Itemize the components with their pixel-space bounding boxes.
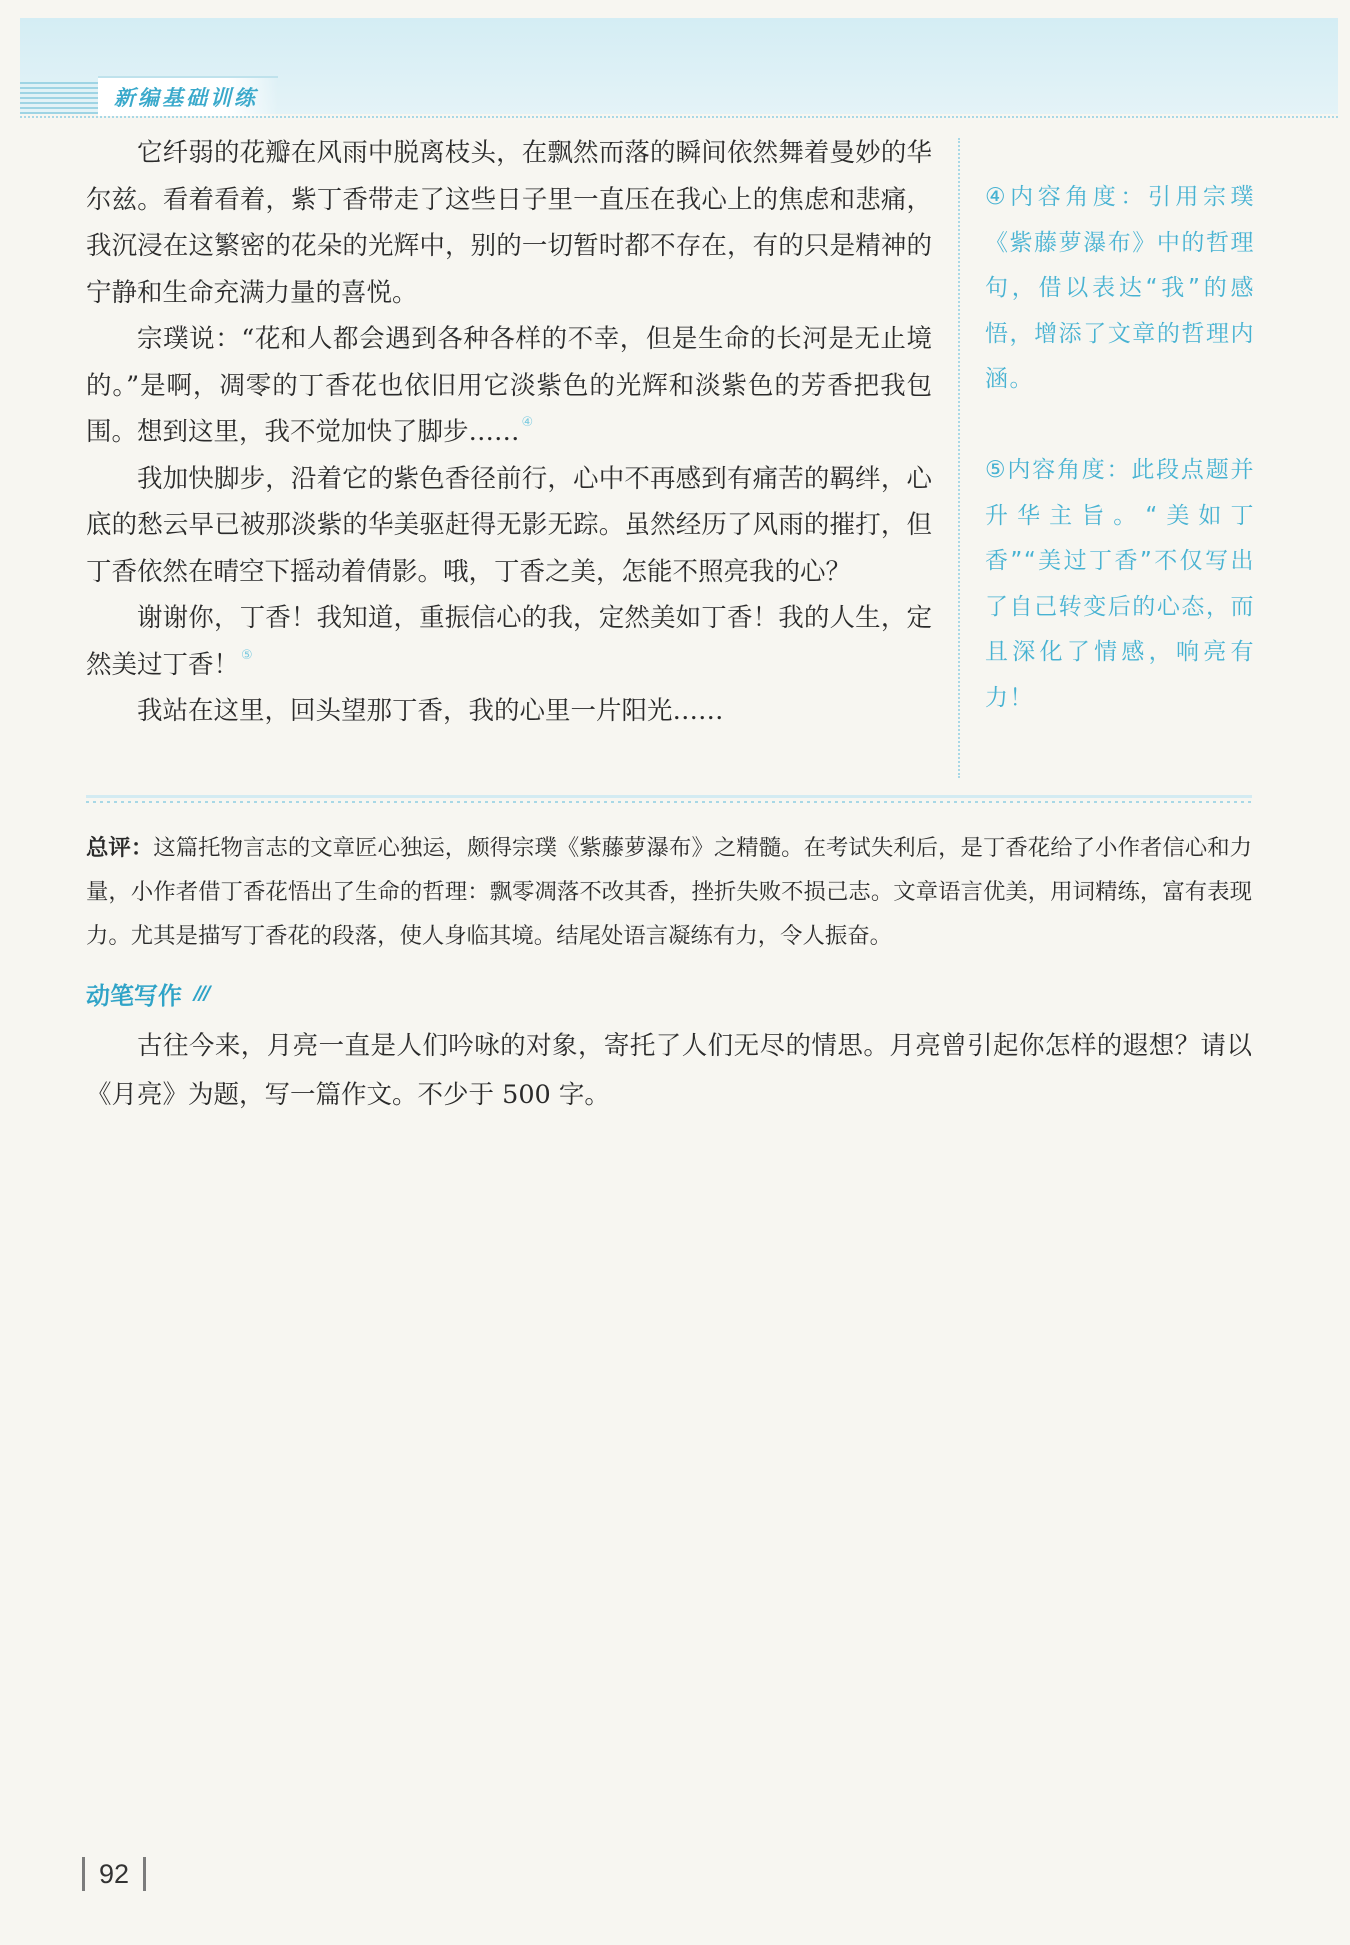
note-marker: ⑤ bbox=[241, 647, 253, 663]
heading-slash-marks: /// bbox=[194, 982, 209, 1004]
writing-heading bbox=[86, 975, 209, 1011]
writing-prompt: 古往今来，月亮一直是人们吟咏的对象，寄托了人们无尽的情思。月亮曾引起你怎样的遐想？请以《月亮》为题，写一篇作文。不少于 500 字。 bbox=[86, 1031, 1252, 1110]
essay-paragraph: 宗璞说：“花和人都会遇到各种各样的不幸，但是生命的长河是无止境的。”是啊，凋零的丁香花也依旧用它淡紫色的光辉和淡紫色的芳香把我包围。想到这里，我不觉加快了脚步…… ④ bbox=[86, 324, 932, 447]
header-divider bbox=[20, 116, 1338, 118]
header-tab bbox=[98, 76, 278, 116]
note-marker: ④ bbox=[521, 415, 534, 430]
margin-divider bbox=[958, 138, 960, 778]
essay-paragraph: 我站在这里，回头望那丁香，我的心里一片阳光…… bbox=[137, 696, 724, 726]
footer-bar-right bbox=[143, 1857, 146, 1891]
side-note: ⑤内容角度：此段点题并升华主旨。“美如丁香”“美过丁香”不仅写出了自己转变后的心态，而且深化了情感，响亮有力！ bbox=[985, 457, 1255, 711]
page-number: 92 bbox=[99, 1858, 130, 1889]
essay-paragraph: 它纤弱的花瓣在风雨中脱离枝头，在飘然而落的瞬间依然舞着曼妙的华尔兹。看着看着，紫丁香带走了这些日子里一直压在我心上的焦虑和悲痛，我沉浸在这繁密的花朵的光辉中，别的一切暂时都不存在，有的只是精神的宁静和生命充满力量的喜悦。 bbox=[86, 138, 932, 308]
writing-heading-text: 动笔写作 bbox=[86, 981, 182, 1010]
review-text: 这篇托物言志的文章匠心独运，颇得宗璞《紫藤萝瀑布》之精髓。在考试失利后，是丁香花给了小作者信心和力量，小作者借丁香花悟出了生命的哲理：飘零凋落不改其香，挫折失败不损己志。文章语言优美，用词精练，富有表现力。尤其是描写丁香花的段落，使人身临其境。结尾处语言凝练有力，令人振奋。 bbox=[86, 835, 1253, 949]
footer-bar-left bbox=[82, 1857, 85, 1891]
essay-paragraph: 我加快脚步，沿着它的紫色香径前行，心中不再感到有痛苦的羁绊，心底的愁云早已被那淡紫的华美驱赶得无影无踪。虽然经历了风雨的摧打，但丁香依然在晴空下摇动着倩影。哦，丁香之美，怎能不照亮我的心？ bbox=[86, 463, 932, 587]
side-note: ④内容角度：引用宗璞《紫藤萝瀑布》中的哲理句，借以表达“我”的感悟，增添了文章的哲理内涵。 bbox=[985, 184, 1255, 392]
page-footer bbox=[82, 1855, 146, 1893]
essay-paragraph: 谢谢你，丁香！我知道，重振信心的我，定然美如丁香！我的人生，定然美过丁香！ ⑤ bbox=[86, 603, 932, 680]
review-label: 总评： bbox=[86, 835, 154, 861]
header-title: 新编基础训练 bbox=[114, 86, 258, 110]
review-block bbox=[86, 826, 1252, 958]
writing-prompt-block bbox=[86, 1022, 1252, 1120]
section-divider bbox=[86, 795, 1252, 803]
header-stripes bbox=[20, 82, 98, 114]
essay-body bbox=[86, 130, 932, 735]
